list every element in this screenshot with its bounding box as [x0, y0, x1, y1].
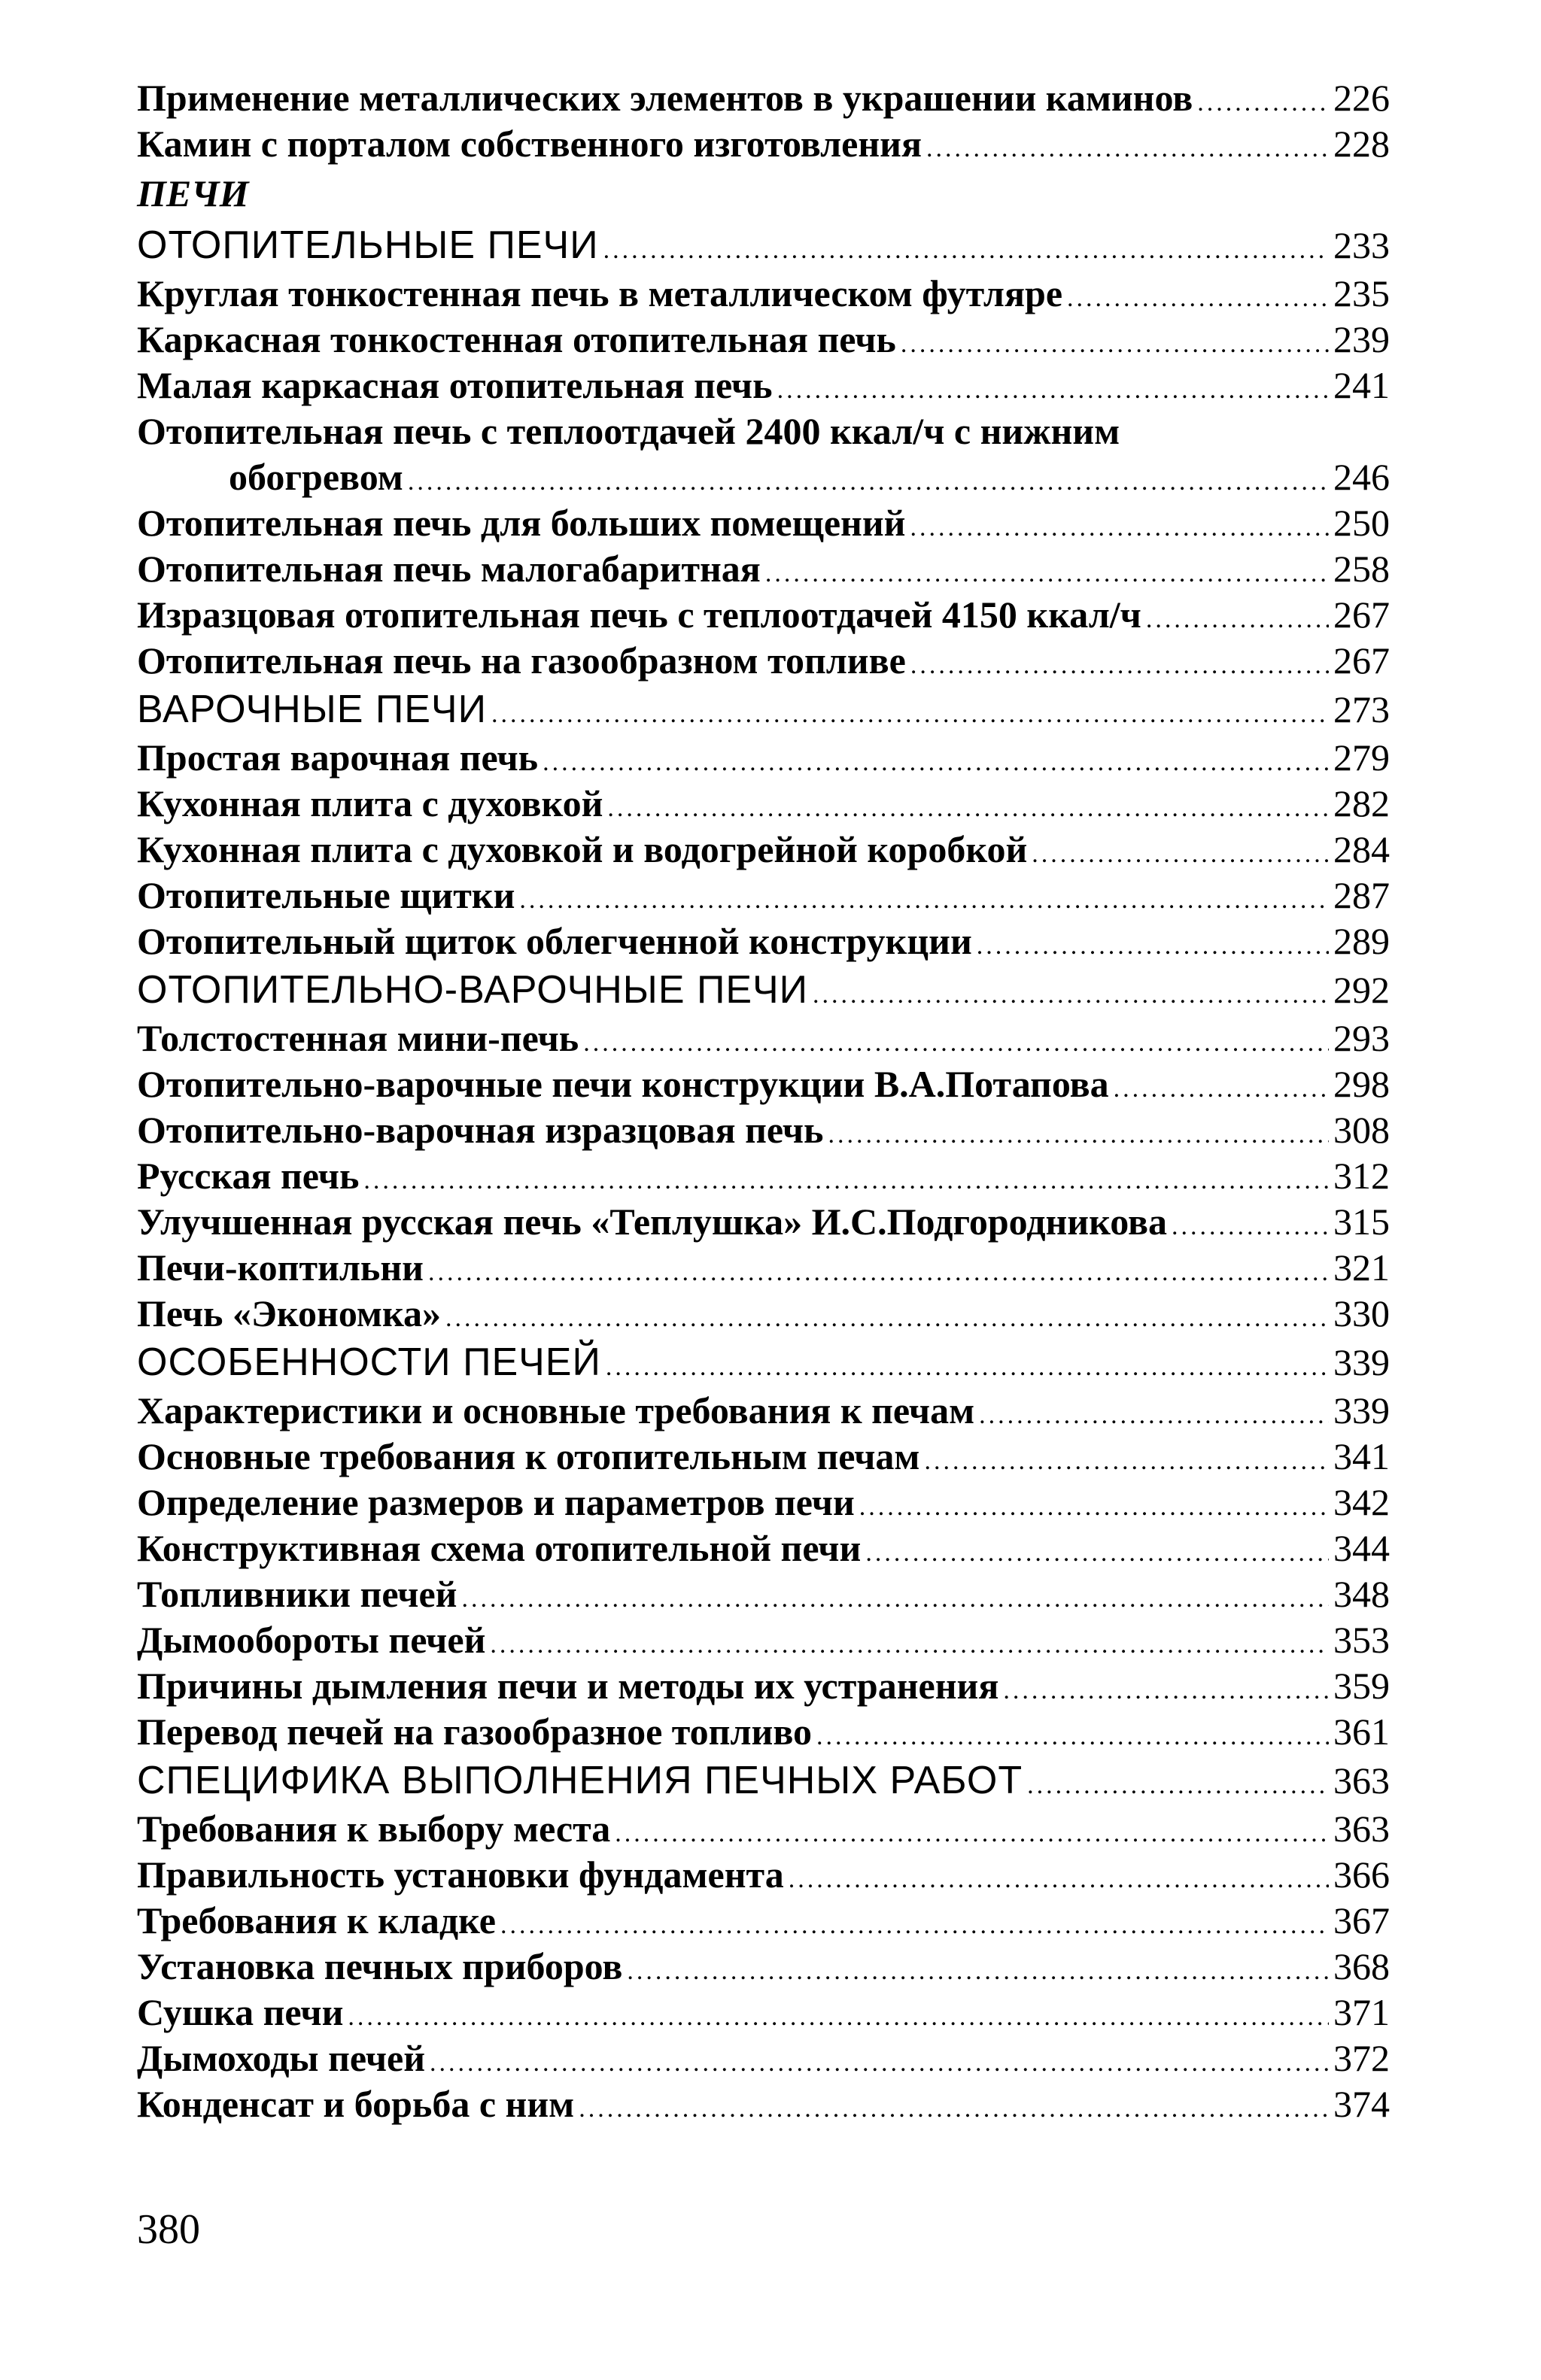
- toc-page-number: 359: [1333, 1665, 1390, 1707]
- toc-entry-title: Причины дымления печи и методы их устранения: [137, 1665, 999, 1707]
- toc-leader-dots: [977, 923, 1329, 969]
- toc-entry-title: Дымообороты печей: [137, 1619, 486, 1661]
- toc-entry-title: Отопительные щитки: [137, 874, 515, 916]
- toc-leader-dots: [519, 877, 1329, 923]
- table-of-contents: [137, 75, 1390, 2127]
- toc-page-number: 374: [1333, 2083, 1390, 2125]
- toc-page-number: 372: [1333, 2037, 1390, 2079]
- toc-entry-title: Отопительная печь для больших помещений: [137, 502, 906, 544]
- toc-entry-title: ОТОПИТЕЛЬНО-ВАРОЧНЫЕ ПЕЧИ: [137, 968, 809, 1012]
- toc-entry-title: Требования к кладке: [137, 1899, 496, 1941]
- toc-entry-title: Камин с порталом собственного изготовления: [137, 123, 922, 165]
- toc-leader-dots: [901, 321, 1329, 367]
- toc-entry-title: СПЕЦИФИКА ВЫПОЛНЕНИЯ ПЕЧНЫХ РАБОТ: [137, 1759, 1023, 1802]
- toc-page-number: 363: [1333, 1759, 1390, 1802]
- toc-entry-title: Топливники печей: [137, 1573, 457, 1615]
- toc-page-number: 363: [1333, 1808, 1390, 1850]
- toc-section-row: [137, 1337, 1390, 1388]
- toc-leader-dots: [926, 126, 1329, 172]
- toc-entry-row: [137, 500, 1390, 546]
- toc-leader-dots: [627, 1948, 1329, 1994]
- toc-entry-title: ОСОБЕННОСТИ ПЕЧЕЙ: [137, 1340, 601, 1384]
- toc-leader-dots: [1027, 1760, 1329, 1811]
- toc-entry-title: Отопительная печь с теплоотдачей 2400 ккал/ч с нижним: [137, 410, 1120, 452]
- toc-page-number: 348: [1333, 1573, 1390, 1615]
- toc-entry-title: Конструктивная схема отопительной печи: [137, 1527, 862, 1569]
- toc-leader-dots: [1146, 597, 1329, 642]
- toc-part-heading: [137, 167, 1386, 220]
- toc-entry-row: [137, 1663, 1390, 1709]
- toc-page-number: 339: [1333, 1389, 1390, 1431]
- toc-page-number: 339: [1333, 1341, 1390, 1383]
- toc-entry-row: [137, 454, 1390, 500]
- toc-entry-row: [137, 735, 1390, 781]
- toc-leader-dots: [445, 1295, 1329, 1341]
- toc-page-number: 239: [1333, 318, 1390, 360]
- toc-page-number: 344: [1333, 1527, 1390, 1569]
- toc-entry-row: [137, 1944, 1390, 1990]
- toc-entry-title: Применение металлических элементов в украшении каминов: [137, 77, 1193, 119]
- toc-entry-row: [137, 1617, 1390, 1663]
- toc-page-number: 353: [1333, 1619, 1390, 1661]
- toc-entry-title: Требования к выбору места: [137, 1808, 611, 1850]
- toc-leader-dots: [910, 505, 1329, 551]
- toc-page-number: 367: [1333, 1899, 1390, 1941]
- toc-leader-dots: [490, 1622, 1329, 1668]
- toc-entry-row: [137, 592, 1390, 638]
- toc-entry-row: [137, 1061, 1390, 1107]
- toc-entry-row: [137, 546, 1390, 592]
- toc-section-row: [137, 684, 1390, 735]
- toc-leader-dots: [924, 1438, 1329, 1484]
- toc-page-number: 233: [1333, 224, 1390, 266]
- toc-entry-row: [137, 408, 1386, 454]
- toc-page-number: 308: [1333, 1109, 1390, 1151]
- toc-entry-title: Кухонная плита с духовкой: [137, 782, 603, 824]
- toc-entry-row: [137, 75, 1390, 121]
- toc-page-number: 292: [1333, 969, 1390, 1011]
- toc-leader-dots: [979, 1392, 1329, 1438]
- toc-entry-title: Характеристики и основные требования к печам: [137, 1389, 975, 1431]
- toc-page-number: 267: [1333, 639, 1390, 682]
- toc-entry-title: Дымоходы печей: [137, 2037, 426, 2079]
- toc-page-number: 241: [1333, 364, 1390, 406]
- toc-page-number: 289: [1333, 920, 1390, 962]
- toc-leader-dots: [543, 739, 1329, 785]
- toc-entry-title: Печи-коптильни: [137, 1246, 424, 1289]
- toc-leader-dots: [615, 1811, 1329, 1856]
- toc-entry-title: Изразцовая отопительная печь с теплоотдачей 4150 ккал/ч: [137, 593, 1141, 636]
- toc-entry-title: Правильность установки фундамента: [137, 1853, 784, 1896]
- toc-page-number: 371: [1333, 1991, 1390, 2033]
- toc-page-number: 228: [1333, 123, 1390, 165]
- toc-entry-title: Установка печных приборов: [137, 1945, 623, 1987]
- toc-entry-row: [137, 1153, 1390, 1199]
- toc-page-number: 279: [1333, 736, 1390, 779]
- toc-entry-title: Отопительная печь на газообразном топливе: [137, 639, 906, 682]
- toc-page-number: 226: [1333, 77, 1390, 119]
- toc-page-number: 287: [1333, 874, 1390, 916]
- toc-leader-dots: [348, 1994, 1329, 2040]
- toc-entry-title: ОТОПИТЕЛЬНЫЕ ПЕЧИ: [137, 223, 599, 267]
- toc-entry-row: [137, 1480, 1390, 1525]
- toc-entry-row: [137, 1571, 1390, 1617]
- toc-page-number: 330: [1333, 1292, 1390, 1334]
- toc-leader-dots: [859, 1484, 1329, 1530]
- toc-entry-row: [137, 781, 1390, 827]
- toc-leader-dots: [461, 1576, 1329, 1622]
- toc-entry-row: [137, 638, 1390, 684]
- toc-page-number: 235: [1333, 272, 1390, 314]
- toc-page-number: 342: [1333, 1481, 1390, 1523]
- toc-leader-dots: [428, 1249, 1329, 1295]
- toc-entry-row: [137, 1898, 1390, 1944]
- toc-page-number: 368: [1333, 1945, 1390, 1987]
- toc-entry-row: [137, 271, 1390, 317]
- toc-leader-dots: [1067, 275, 1329, 321]
- toc-page-number: 267: [1333, 593, 1390, 636]
- toc-leader-dots: [765, 551, 1329, 597]
- toc-section-row: [137, 1755, 1390, 1806]
- toc-page-number: 293: [1333, 1017, 1390, 1059]
- toc-section-row: [137, 964, 1390, 1015]
- toc-page-number: 298: [1333, 1063, 1390, 1105]
- toc-leader-dots: [1197, 80, 1329, 126]
- toc-entry-row: [137, 2035, 1390, 2081]
- toc-section-row: [137, 220, 1390, 271]
- toc-entry-title: Конденсат и борьба с ним: [137, 2083, 575, 2125]
- toc-leader-dots: [816, 1714, 1329, 1759]
- toc-leader-dots: [430, 2040, 1329, 2086]
- toc-leader-dots: [579, 2086, 1329, 2132]
- toc-entry-title: Отопительный щиток облегченной конструкции: [137, 920, 972, 962]
- toc-entry-title: Основные требования к отопительным печам: [137, 1435, 920, 1477]
- toc-leader-dots: [1172, 1204, 1329, 1249]
- toc-entry-title: Простая варочная печь: [137, 736, 539, 779]
- toc-page-number: 312: [1333, 1155, 1390, 1197]
- toc-entry-row: [137, 1434, 1390, 1480]
- toc-page-number: 250: [1333, 502, 1390, 544]
- toc-leader-dots: [789, 1856, 1329, 1902]
- toc-leader-dots: [865, 1530, 1329, 1576]
- toc-page-number: 273: [1333, 688, 1390, 730]
- toc-entry-row: [137, 1245, 1390, 1291]
- toc-entry-title: Кухонная плита с духовкой и водогрейной коробкой: [137, 828, 1028, 870]
- toc-entry-row: [137, 1107, 1390, 1153]
- toc-entry-row: [137, 1709, 1390, 1755]
- toc-page-number: 361: [1333, 1711, 1390, 1753]
- toc-entry-title: ВАРОЧНЫЕ ПЕЧИ: [137, 688, 487, 731]
- toc-entry-row: [137, 1990, 1390, 2035]
- toc-entry-row: [137, 1199, 1390, 1245]
- toc-page-number: 258: [1333, 548, 1390, 590]
- toc-entry-title: Русская печь: [137, 1155, 360, 1197]
- toc-entry-row: [137, 1525, 1390, 1571]
- toc-leader-dots: [1032, 831, 1329, 877]
- toc-leader-dots: [500, 1902, 1329, 1948]
- toc-entry-title: Печь «Экономка»: [137, 1292, 442, 1334]
- toc-entry-row: [137, 827, 1390, 873]
- toc-entry-title: Отопительно-варочные печи конструкции В.А.Потапова: [137, 1063, 1109, 1105]
- toc-page-number: 282: [1333, 782, 1390, 824]
- toc-entry-title: ПЕЧИ: [137, 172, 249, 214]
- toc-leader-dots: [1003, 1668, 1329, 1714]
- toc-entry-row: [137, 1291, 1390, 1337]
- toc-leader-dots: [777, 367, 1329, 413]
- toc-entry-row: [137, 317, 1390, 363]
- toc-entry-title: Сушка печи: [137, 1991, 344, 2033]
- toc-leader-dots: [603, 225, 1329, 276]
- toc-page-number: 315: [1333, 1201, 1390, 1243]
- toc-leader-dots: [828, 1112, 1330, 1158]
- toc-page-number: 246: [1333, 456, 1390, 498]
- toc-leader-dots: [408, 459, 1329, 505]
- toc-entry-row: [137, 1806, 1390, 1852]
- toc-entry-title: обогревом: [229, 456, 403, 498]
- toc-page-number: 366: [1333, 1853, 1390, 1896]
- toc-entry-title: Перевод печей на газообразное топливо: [137, 1711, 812, 1753]
- toc-entry-row: [137, 873, 1390, 918]
- toc-leader-dots: [813, 970, 1329, 1021]
- toc-entry-row: [137, 1015, 1390, 1061]
- toc-page-number: 321: [1333, 1246, 1390, 1289]
- toc-leader-dots: [583, 1020, 1329, 1066]
- toc-entry-row: [137, 121, 1390, 167]
- toc-page-number: 284: [1333, 828, 1390, 870]
- toc-entry-title: Отопительно-варочная изразцовая печь: [137, 1109, 824, 1151]
- page-number: 380: [137, 2206, 200, 2253]
- toc-entry-title: Определение размеров и параметров печи: [137, 1481, 855, 1523]
- toc-entry-title: Малая каркасная отопительная печь: [137, 364, 773, 406]
- toc-entry-row: [137, 918, 1390, 964]
- toc-entry-row: [137, 2081, 1390, 2127]
- toc-leader-dots: [910, 642, 1329, 688]
- toc-page-number: 341: [1333, 1435, 1390, 1477]
- toc-entry-title: Круглая тонкостенная печь в металлическом футляре: [137, 272, 1063, 314]
- toc-entry-title: Толстостенная мини-печь: [137, 1017, 579, 1059]
- toc-entry-row: [137, 1852, 1390, 1898]
- toc-entry-row: [137, 363, 1390, 408]
- toc-leader-dots: [363, 1158, 1329, 1204]
- toc-entry-title: Отопительная печь малогабаритная: [137, 548, 761, 590]
- toc-entry-title: Улучшенная русская печь «Теплушка» И.С.Подгородникова: [137, 1201, 1168, 1243]
- toc-entry-title: Каркасная тонкостенная отопительная печь: [137, 318, 896, 360]
- toc-entry-row: [137, 1388, 1390, 1434]
- toc-leader-dots: [606, 1342, 1329, 1393]
- toc-leader-dots: [1114, 1066, 1329, 1112]
- toc-leader-dots: [491, 689, 1329, 740]
- toc-leader-dots: [607, 785, 1329, 831]
